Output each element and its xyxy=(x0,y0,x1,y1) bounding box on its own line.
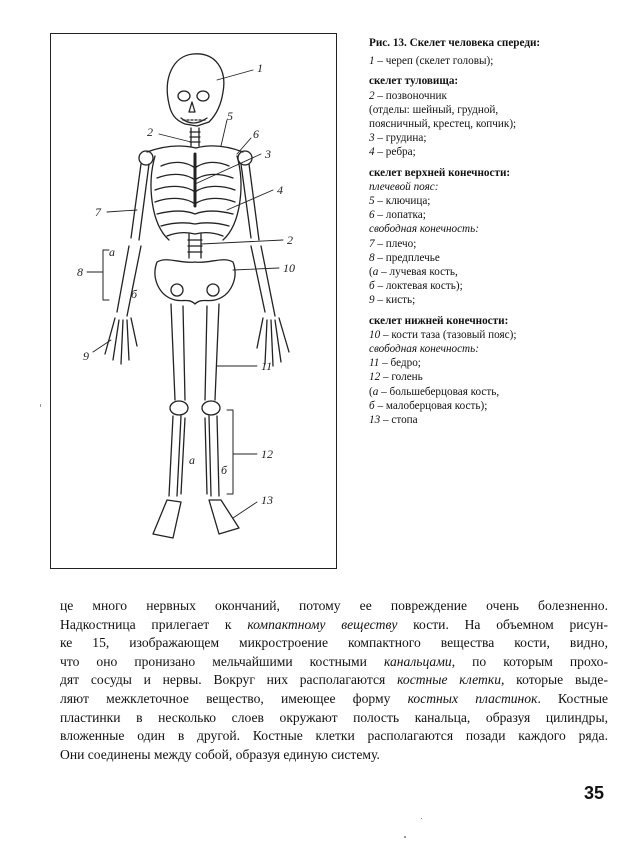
label-5: 5 xyxy=(227,109,233,123)
right-knee xyxy=(202,401,220,415)
body-line-6: ляют межклеточное вещество, имеющее форму костных пластинок. Костные xyxy=(60,690,608,706)
body-line-9: Они соединены между собой, образуя единую систему. xyxy=(60,746,380,762)
caption-upper-3: 7 – плечо; xyxy=(369,237,417,250)
caption-upper-sub2: свободная конечность: xyxy=(369,223,479,236)
caption-trunk-2: (отделы: шейный, грудной, xyxy=(369,103,499,116)
caption-upper-heading: скелет верхней конечности: xyxy=(369,166,511,179)
caption-lower-5: б – малоберцовая кость); xyxy=(369,399,488,412)
label-7: 7 xyxy=(95,205,101,219)
body-line-5: дят сосуды и нервы. Вокруг них располагаются костные клетки, которые выде- xyxy=(60,672,608,688)
left-femur xyxy=(171,304,185,400)
skull xyxy=(167,54,224,126)
label-6: 6 xyxy=(253,127,259,141)
body-line-2: Надкостница прилегает к компактному веществу кости. На объемном рисун- xyxy=(60,616,608,632)
left-clavicle xyxy=(147,146,196,152)
caption-trunk-5: 4 – ребра; xyxy=(369,146,416,159)
label-3: 3 xyxy=(265,147,271,161)
caption-trunk-3: поясничный, крестец, копчик); xyxy=(369,118,517,131)
caption-upper-5: (а – лучевая кость, xyxy=(369,266,458,279)
body-line-1: це много нервных окончаний, потому ее повреждение очень болезненно. xyxy=(60,598,608,613)
label-9: 9 xyxy=(83,349,89,363)
caption-trunk-1: 2 – позвоночник xyxy=(369,89,447,102)
caption-upper-sub1: плечевой пояс: xyxy=(369,180,439,193)
right-orbit xyxy=(197,91,209,101)
caption-lower-6: 13 – стопа xyxy=(369,414,418,427)
caption-upper-6: б – локтевая кость); xyxy=(369,280,463,293)
body-line-7: пластинки в несколько слоев окружают полость канальца, образуя цилиндры, xyxy=(60,709,608,725)
left-forearm xyxy=(117,246,141,316)
caption-lower-sub: свободная конечность: xyxy=(369,343,479,356)
nasal-cavity xyxy=(189,102,195,112)
right-forearm xyxy=(251,246,275,316)
label-12: 12 xyxy=(261,447,273,461)
skeleton-figure xyxy=(50,33,337,569)
caption-lower-4: (а – большеберцовая кость, xyxy=(369,385,500,398)
label-a-arm: а xyxy=(109,245,115,259)
left-knee xyxy=(170,401,188,415)
label-10: 10 xyxy=(283,261,295,275)
right-clavicle xyxy=(196,146,243,152)
caption-trunk-heading: скелет туловища: xyxy=(369,75,459,88)
right-femur xyxy=(205,304,219,400)
caption-lower-1: 10 – кости таза (тазовый пояс); xyxy=(369,328,517,341)
label-b-leg: б xyxy=(221,463,228,477)
caption-lower-3: 12 – голень xyxy=(369,371,423,384)
caption-skull: 1 – череп (скелет головы); xyxy=(369,55,494,68)
caption-upper-2: 6 – лопатка; xyxy=(369,209,426,222)
pelvis xyxy=(155,260,235,304)
label-a-leg: а xyxy=(189,453,195,467)
body-paragraph xyxy=(60,597,608,764)
body-line-8: вложенные один в другой. Костные клетки располагаются позади каждого ряда. xyxy=(60,728,608,744)
label-2-upper: 2 xyxy=(147,125,153,139)
body-line-4: что оно пронизано мельчайшими костными канальцами, по которым прохо- xyxy=(60,653,608,669)
figure-caption xyxy=(369,36,601,427)
page-number: 35 xyxy=(584,783,605,803)
caption-upper-7: 9 – кисть; xyxy=(369,294,416,307)
caption-upper-4: 8 – предплечье xyxy=(369,251,440,264)
label-8: 8 xyxy=(77,265,83,279)
scan-speck xyxy=(40,404,41,407)
body-line-3: ке 15, изображающем микростроение компактного вещества кости, видно, xyxy=(60,635,608,651)
scan-speck xyxy=(421,818,422,819)
right-humerus xyxy=(241,164,259,240)
left-shoulder-joint xyxy=(139,151,153,165)
label-b-arm: б xyxy=(131,287,138,301)
caption-lower-2: 11 – бедро; xyxy=(369,357,421,370)
label-13: 13 xyxy=(261,493,273,507)
right-shoulder-joint xyxy=(238,151,252,165)
left-orbit xyxy=(178,91,190,101)
label-2-lower: 2 xyxy=(287,233,293,247)
left-humerus xyxy=(131,164,149,240)
right-tibia xyxy=(209,416,219,496)
left-foot xyxy=(153,500,181,538)
caption-lower-heading: скелет нижней конечности: xyxy=(369,314,509,327)
scan-speck xyxy=(404,836,406,838)
caption-trunk-4: 3 – грудина; xyxy=(369,132,427,145)
left-tibia xyxy=(169,416,181,496)
skeleton-drawing xyxy=(51,34,338,570)
caption-title: Рис. 13. Скелет человека спереди: xyxy=(369,37,541,49)
label-4: 4 xyxy=(277,183,283,197)
label-1: 1 xyxy=(257,61,263,75)
caption-upper-1: 5 – ключица; xyxy=(369,195,431,208)
label-11: 11 xyxy=(261,359,273,373)
